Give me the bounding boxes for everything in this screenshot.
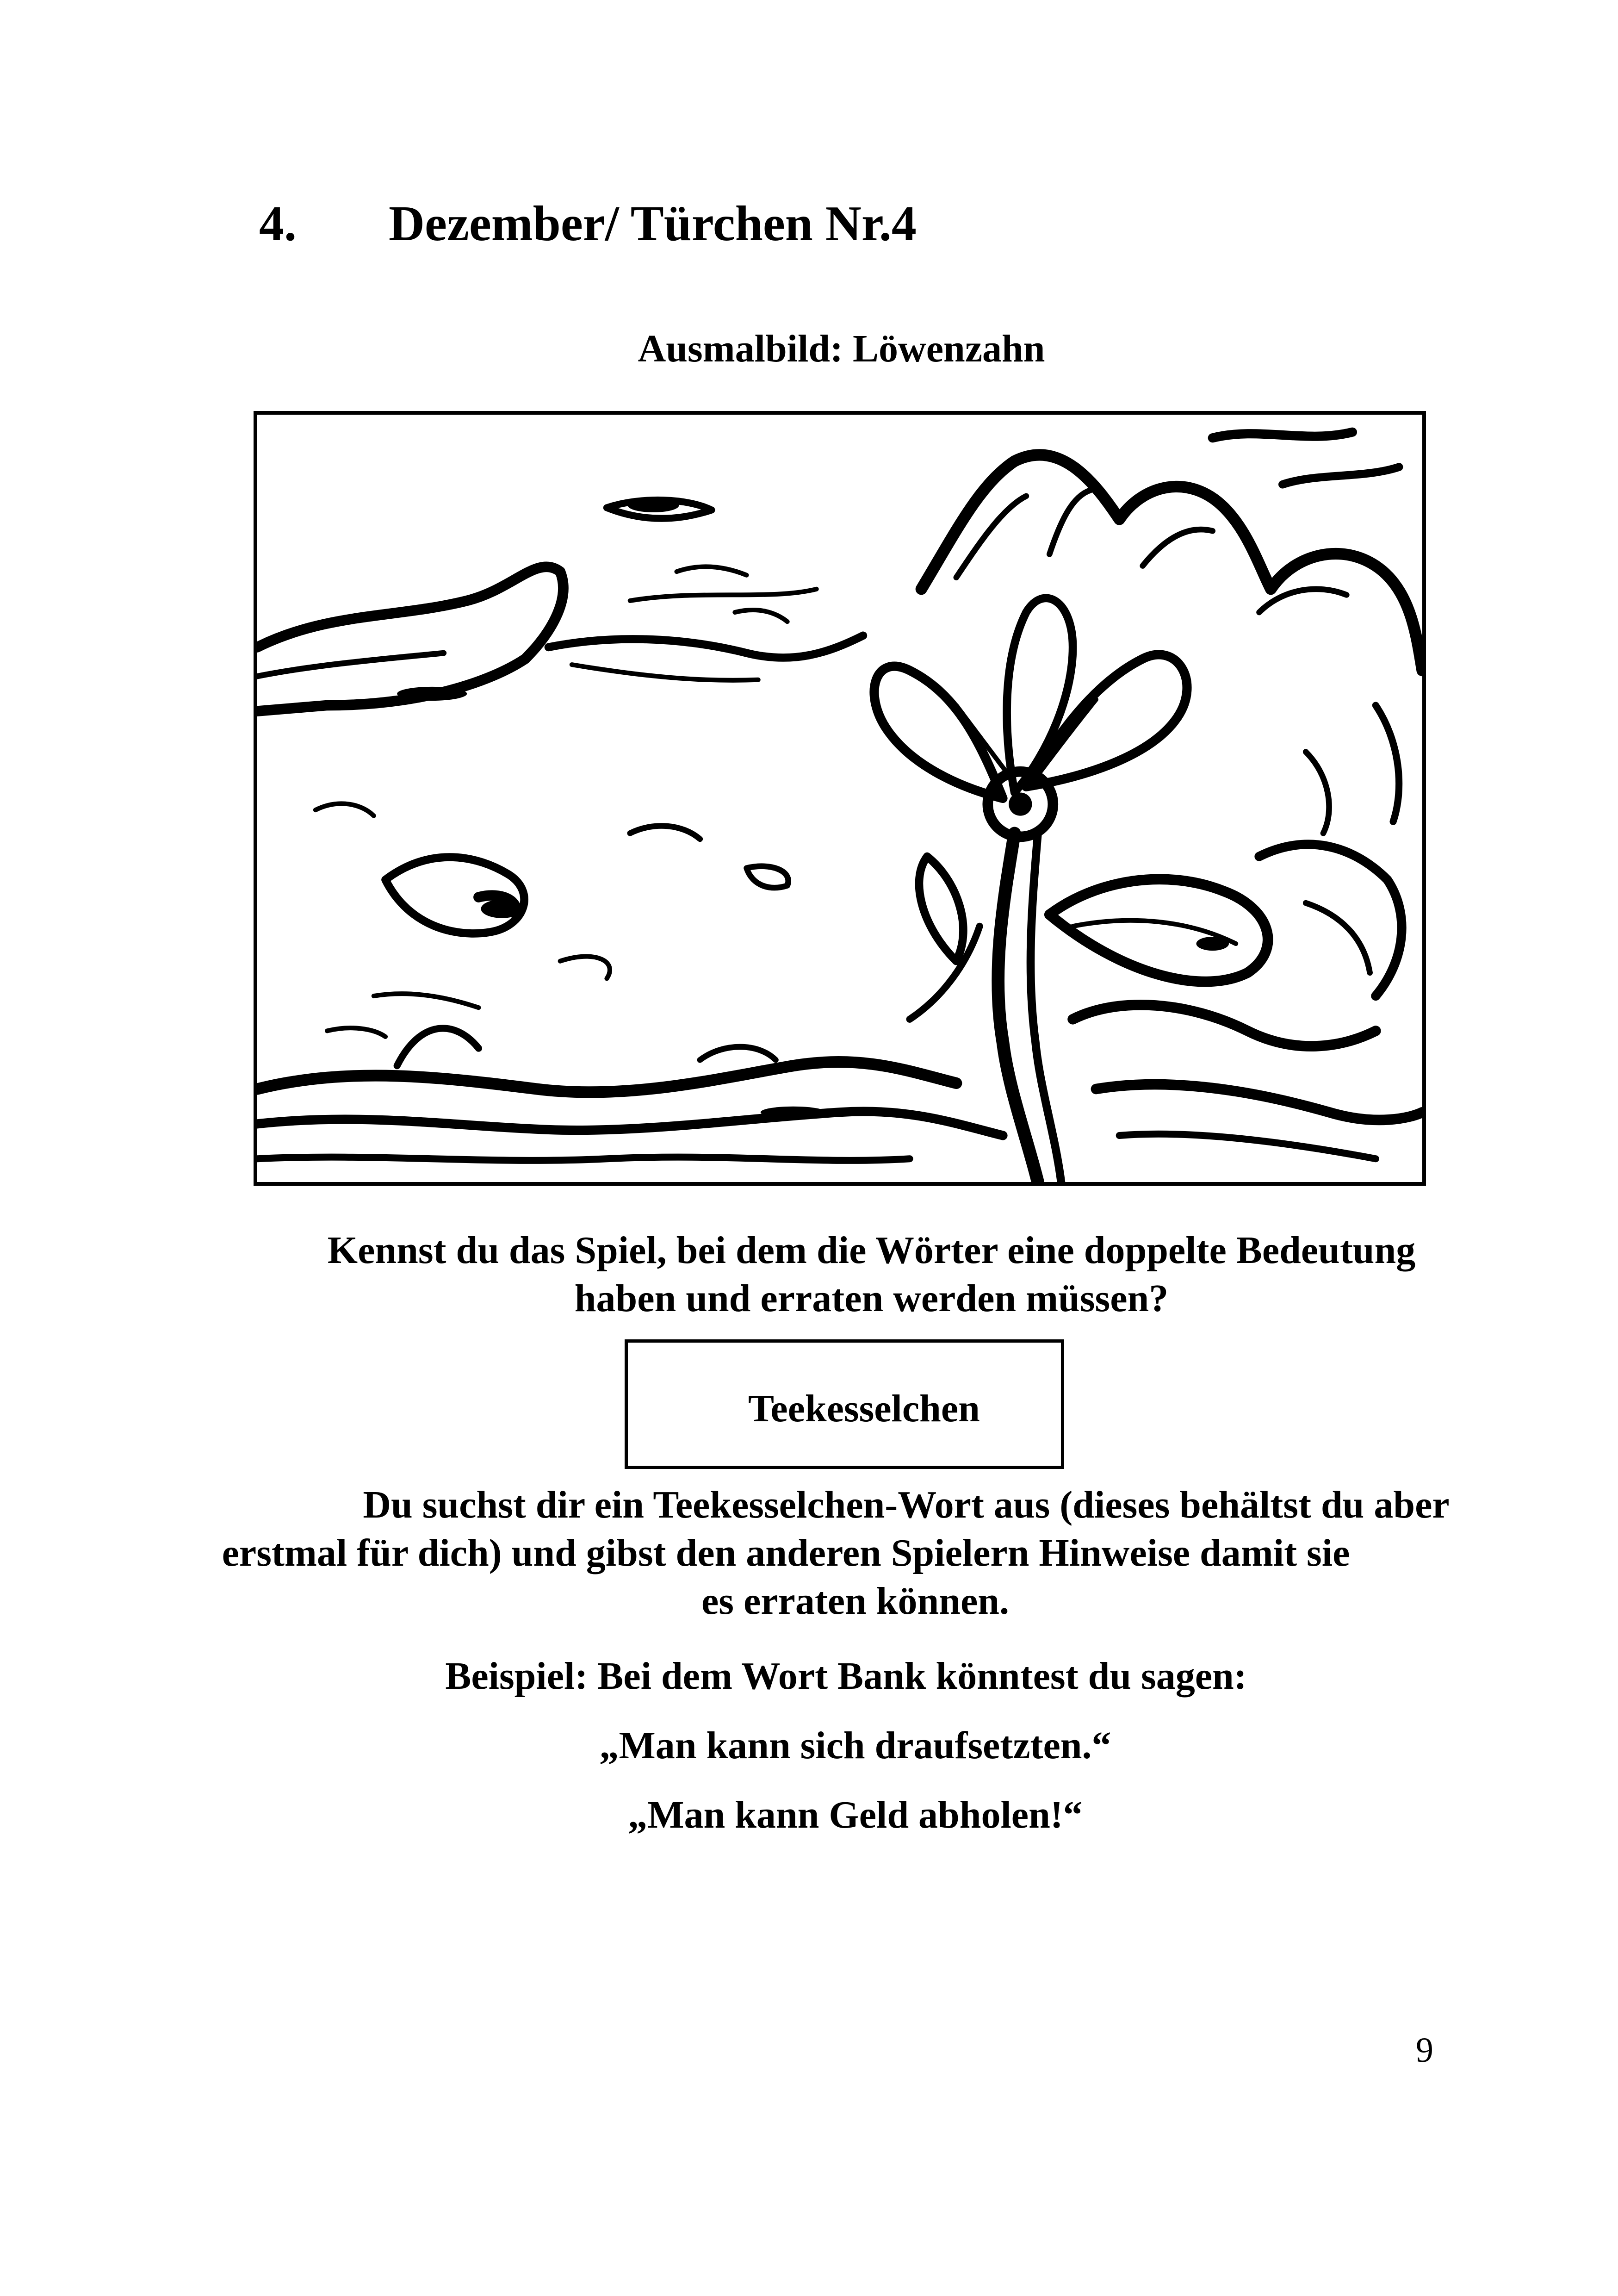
answer-text: Teekesselchen: [748, 1387, 980, 1430]
picture-subtitle: Ausmalbild: Löwenzahn: [638, 327, 1045, 370]
question-line-1: Kennst du das Spiel, bei dem die Wörter eine doppelte Bedeutung: [327, 1229, 1416, 1272]
example-text: Beispiel: Bei dem Wort Bank könntest du sagen:: [445, 1655, 1247, 1698]
dandelion-line-art-icon: [257, 415, 1422, 1182]
page-number: 9: [1416, 2031, 1433, 2070]
instructions-text: [0, 1481, 1618, 1625]
instructions-line-2: erstmal für dich) und gibst den anderen Spielern Hinweise damit sie: [222, 1531, 1350, 1574]
example-quote-2: „Man kann Geld abholen!“: [628, 1793, 1083, 1836]
example-quote-1: „Man kann sich draufsetzten.“: [599, 1724, 1111, 1767]
heading-title: Dezember/ Türchen Nr.4: [389, 196, 917, 251]
answer-box: [625, 1339, 1064, 1469]
instructions-line-1: Du suchst dir ein Teekesselchen-Wort aus (dieses behältst du aber: [363, 1483, 1450, 1526]
question-text: [0, 1226, 1618, 1323]
instructions-line-3: es erraten können.: [701, 1580, 1009, 1623]
dandelion-coloring-picture: [254, 411, 1426, 1186]
heading-number: 4.: [259, 196, 297, 251]
question-line-2: haben und erraten werden müssen?: [574, 1277, 1169, 1320]
